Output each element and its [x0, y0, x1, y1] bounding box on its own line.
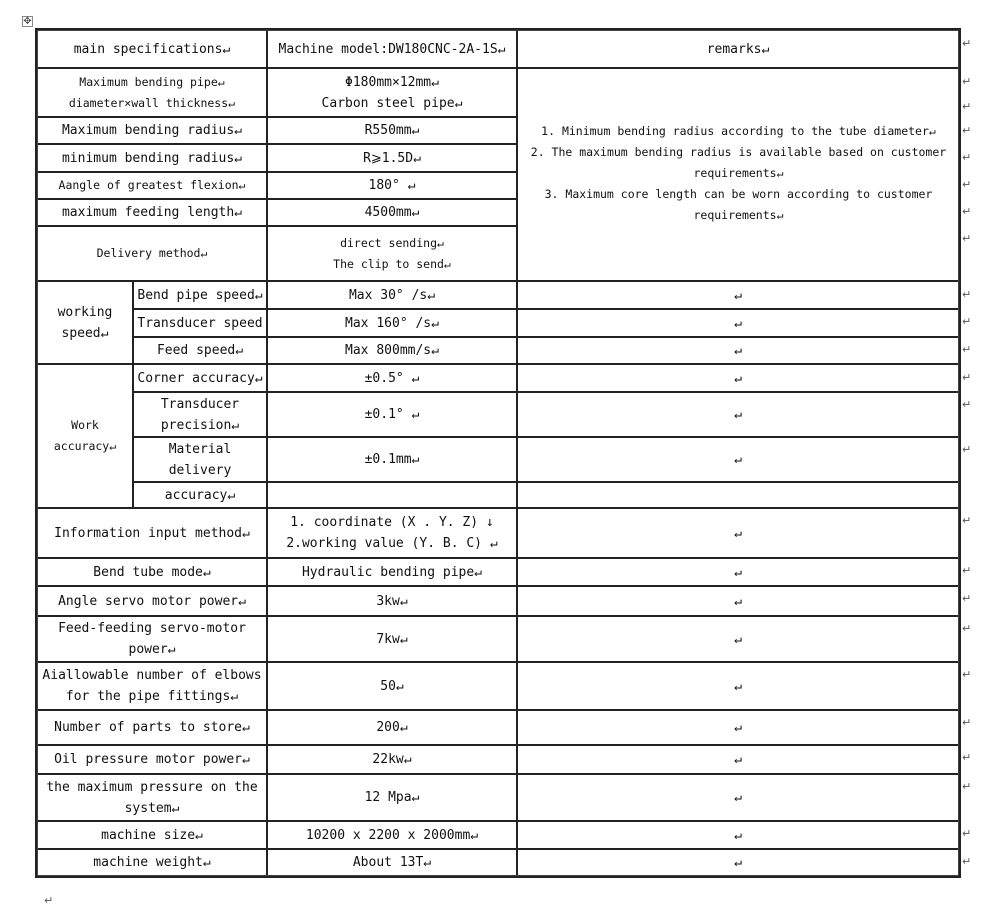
value-elbows: 50↵ [267, 662, 517, 710]
label-machine-weight: machine weight↵ [37, 849, 267, 876]
row-end-mark: ↵ [962, 205, 972, 218]
remark-note-3: 3. Maximum core length can be worn according to customer requirements↵ [544, 187, 933, 222]
value-machine-size: 10200 x 2200 x 2000mm↵ [267, 821, 517, 849]
value-parts: 200↵ [267, 710, 517, 745]
row-end-mark: ↵ [962, 371, 972, 384]
remark-feed-servo: ↵ [517, 616, 959, 662]
label-parts: Number of parts to store↵ [37, 710, 267, 745]
remark-transducer-precision: ↵ [517, 392, 959, 437]
value-max-radius: R550mm↵ [267, 117, 517, 144]
row-end-mark: ↵ [962, 124, 972, 137]
remark-oil-power: ↵ [517, 745, 959, 774]
row-end-mark: ↵ [962, 75, 972, 88]
remark-note-1: 1. Minimum bending radius according to the tube diameter↵ [541, 124, 936, 138]
remark-bend-speed: ↵ [517, 281, 959, 309]
label-elbows: Aiallowable number of elbows for the pipe fittings↵ [37, 662, 267, 710]
group-work-accuracy: Work accuracy↵ [37, 364, 133, 508]
group-working-speed: working speed↵ [37, 281, 133, 364]
row-end-mark: ↵ [962, 343, 972, 356]
label-machine-size: machine size↵ [37, 821, 267, 849]
row-end-mark: ↵ [962, 37, 972, 50]
row-end-mark: ↵ [962, 514, 972, 527]
label-bend-mode: Bend tube mode↵ [37, 558, 267, 586]
document-end-mark: ↵ [44, 894, 54, 907]
remark-machine-weight: ↵ [517, 849, 959, 876]
value-min-radius: R⩾1.5D↵ [267, 144, 517, 172]
remark-bend-mode: ↵ [517, 558, 959, 586]
label-feed-length: maximum feeding length↵ [37, 199, 267, 226]
remark-material-delivery: ↵ [517, 437, 959, 482]
label-accuracy: accuracy↵ [133, 482, 267, 508]
value-info-input: 1. coordinate (X . Y. Z) ↓ 2.working value (Y. B. C) ↵ [267, 508, 517, 558]
row-end-mark: ↵ [962, 178, 972, 191]
row-end-mark: ↵ [962, 780, 972, 793]
row-end-mark: ↵ [962, 827, 972, 840]
label-delivery: Delivery method↵ [37, 226, 267, 281]
label-min-radius: minimum bending radius↵ [37, 144, 267, 172]
row-end-mark: ↵ [962, 668, 972, 681]
row-end-mark: ↵ [962, 716, 972, 729]
value-transducer-precision: ±0.1° ↵ [267, 392, 517, 437]
value-corner-accuracy: ±0.5° ↵ [267, 364, 517, 392]
value-oil-power: 22kw↵ [267, 745, 517, 774]
label-max-radius: Maximum bending radius↵ [37, 117, 267, 144]
label-transducer-precision: Transducer precision↵ [133, 392, 267, 437]
row-end-mark: ↵ [962, 443, 972, 456]
label-angle-servo: Angle servo motor power↵ [37, 586, 267, 616]
header-remarks: remarks↵ [517, 30, 959, 68]
remark-parts: ↵ [517, 710, 959, 745]
label-transducer-speed: Transducer speed [133, 309, 267, 337]
table-move-handle[interactable]: ✥ [23, 16, 32, 27]
header-model: Machine model:DW180CNC-2A-1S↵ [267, 30, 517, 68]
value-machine-weight: About 13T↵ [267, 849, 517, 876]
label-feed-servo: Feed-feeding servo-motor power↵ [37, 616, 267, 662]
row-end-mark: ↵ [962, 398, 972, 411]
label-max-diameter: Maximum bending pipe↵ diameter×wall thickness↵ [37, 68, 267, 117]
value-feed-length: 4500mm↵ [267, 199, 517, 226]
label-angle: Aangle of greatest flexion↵ [37, 172, 267, 199]
value-angle-servo: 3kw↵ [267, 586, 517, 616]
label-material-delivery: Material delivery [133, 437, 267, 482]
value-delivery: direct sending↵ The clip to send↵ [267, 226, 517, 281]
label-feed-speed: Feed speed↵ [133, 337, 267, 364]
remark-max-pressure: ↵ [517, 774, 959, 821]
header-spec: main specifications↵ [37, 30, 267, 68]
value-angle: 180° ↵ [267, 172, 517, 199]
remark-corner-accuracy: ↵ [517, 364, 959, 392]
row-end-mark: ↵ [962, 288, 972, 301]
remark-feed-speed: ↵ [517, 337, 959, 364]
row-end-mark: ↵ [962, 232, 972, 245]
row-end-mark: ↵ [962, 855, 972, 868]
label-bend-speed: Bend pipe speed↵ [133, 281, 267, 309]
remark-accuracy-empty [517, 482, 959, 508]
value-transducer-speed: Max 160° /s↵ [267, 309, 517, 337]
row-end-mark: ↵ [962, 592, 972, 605]
value-bend-mode: Hydraulic bending pipe↵ [267, 558, 517, 586]
remark-info-input: ↵ [517, 508, 959, 558]
value-max-diameter: Φ180mm×12mm↵ Carbon steel pipe↵ [267, 68, 517, 117]
remark-transducer-speed: ↵ [517, 309, 959, 337]
value-material-delivery: ±0.1mm↵ [267, 437, 517, 482]
remark-elbows: ↵ [517, 662, 959, 710]
label-oil-power: Oil pressure motor power↵ [37, 745, 267, 774]
remark-machine-size: ↵ [517, 821, 959, 849]
value-bend-speed: Max 30° /s↵ [267, 281, 517, 309]
remark-note-2: 2. The maximum bending radius is available based on customer requirements↵ [530, 145, 947, 180]
row-end-mark: ↵ [962, 622, 972, 635]
label-max-pressure: the maximum pressure on the system↵ [37, 774, 267, 821]
value-feed-servo: 7kw↵ [267, 616, 517, 662]
remark-angle-servo: ↵ [517, 586, 959, 616]
row-end-mark: ↵ [962, 564, 972, 577]
label-corner-accuracy: Corner accuracy↵ [133, 364, 267, 392]
remarks-notes [518, 121, 959, 226]
value-accuracy-empty [267, 482, 517, 508]
label-info-input: Information input method↵ [37, 508, 267, 558]
row-end-mark: ↵ [962, 751, 972, 764]
row-end-mark: ↵ [962, 100, 972, 113]
value-feed-speed: Max 800mm/s↵ [267, 337, 517, 364]
row-end-mark: ↵ [962, 315, 972, 328]
value-max-pressure: 12 Mpa↵ [267, 774, 517, 821]
row-end-mark: ↵ [962, 151, 972, 164]
